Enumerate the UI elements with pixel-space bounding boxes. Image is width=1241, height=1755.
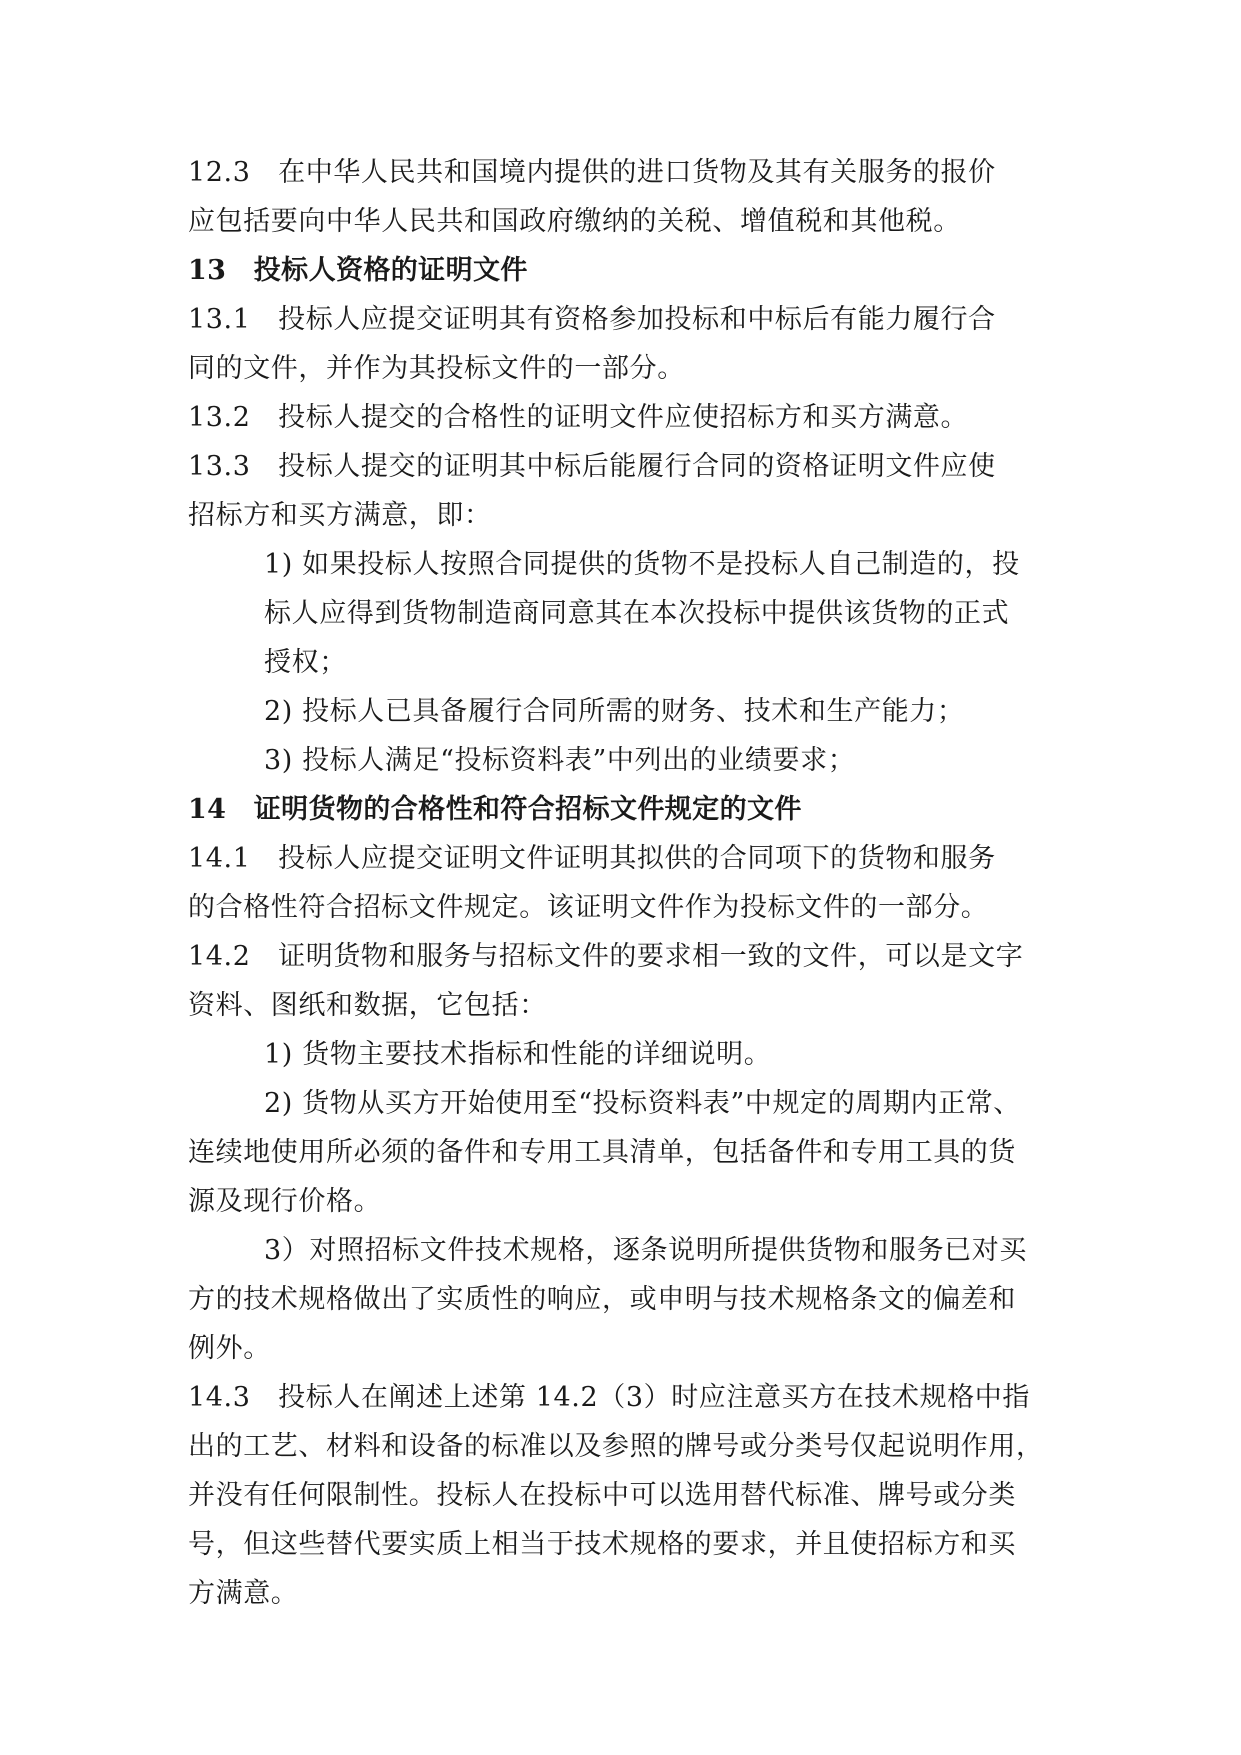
list-item-text: 3）对照招标文件技术规格，逐条说明所提供货物和服务已对买	[264, 1235, 1027, 1266]
text-line: 应包括要向中华人民共和国政府缴纳的关税、增值税和其他税。	[188, 206, 961, 237]
text-line: 号，但这些替代要实质上相当于技术规格的要求，并且使招标方和买	[188, 1529, 1016, 1560]
text-line: 同的文件，并作为其投标文件的一部分。	[188, 353, 685, 384]
list-item-text: 1) 如果投标人按照合同提供的货物不是投标人自己制造的，投	[264, 549, 1020, 580]
text-line: 14.3 投标人在阐述上述第 14.2（3）时应注意买方在技术规格中指	[188, 1382, 1030, 1413]
section-heading: 13 投标人资格的证明文件	[188, 255, 528, 286]
text-line: 13.3 投标人提交的证明其中标后能履行合同的资格证明文件应使	[188, 451, 996, 482]
text-line: 13.1 投标人应提交证明其有资格参加投标和中标后有能力履行合	[188, 304, 996, 335]
text-line: 方满意。	[188, 1578, 299, 1609]
list-item-text: 2) 货物从买方开始使用至“投标资料表”中规定的周期内正常、	[264, 1088, 1021, 1119]
text-line: 连续地使用所必须的备件和专用工具清单，包括备件和专用工具的货	[188, 1137, 1016, 1168]
text-line: 的合格性符合招标文件规定。该证明文件作为投标文件的一部分。	[188, 892, 989, 923]
text-line: 14.1 投标人应提交证明文件证明其拟供的合同项下的货物和服务	[188, 843, 996, 874]
list-item-text: 3) 投标人满足“投标资料表”中列出的业绩要求；	[264, 745, 856, 776]
list-item-text: 2) 投标人已具备履行合同所需的财务、技术和生产能力；	[264, 696, 965, 727]
document-page	[188, 148, 1068, 1618]
text-line: 源及现行价格。	[188, 1186, 382, 1217]
text-line: 例外。	[188, 1333, 271, 1364]
text-line: 方的技术规格做出了实质性的响应，或申明与技术规格条文的偏差和	[188, 1284, 1016, 1315]
text-line: 资料、图纸和数据，它包括：	[188, 990, 547, 1021]
text-line: 招标方和买方满意，即：	[188, 500, 492, 531]
list-item-text: 标人应得到货物制造商同意其在本次投标中提供该货物的正式	[264, 598, 1010, 629]
list-item-text: 授权；	[264, 647, 347, 678]
text-line: 14.2 证明货物和服务与招标文件的要求相一致的文件，可以是文字	[188, 941, 1024, 972]
text-line: 出的工艺、材料和设备的标准以及参照的牌号或分类号仅起说明作用，	[188, 1431, 1044, 1462]
text-line: 12.3 在中华人民共和国境内提供的进口货物及其有关服务的报价	[188, 157, 996, 188]
text-line: 13.2 投标人提交的合格性的证明文件应使招标方和买方满意。	[188, 402, 969, 433]
text-line: 并没有任何限制性。投标人在投标中可以选用替代标准、牌号或分类	[188, 1480, 1016, 1511]
list-item-text: 1) 货物主要技术指标和性能的详细说明。	[264, 1039, 772, 1070]
section-heading: 14 证明货物的合格性和符合招标文件规定的文件	[188, 794, 802, 825]
